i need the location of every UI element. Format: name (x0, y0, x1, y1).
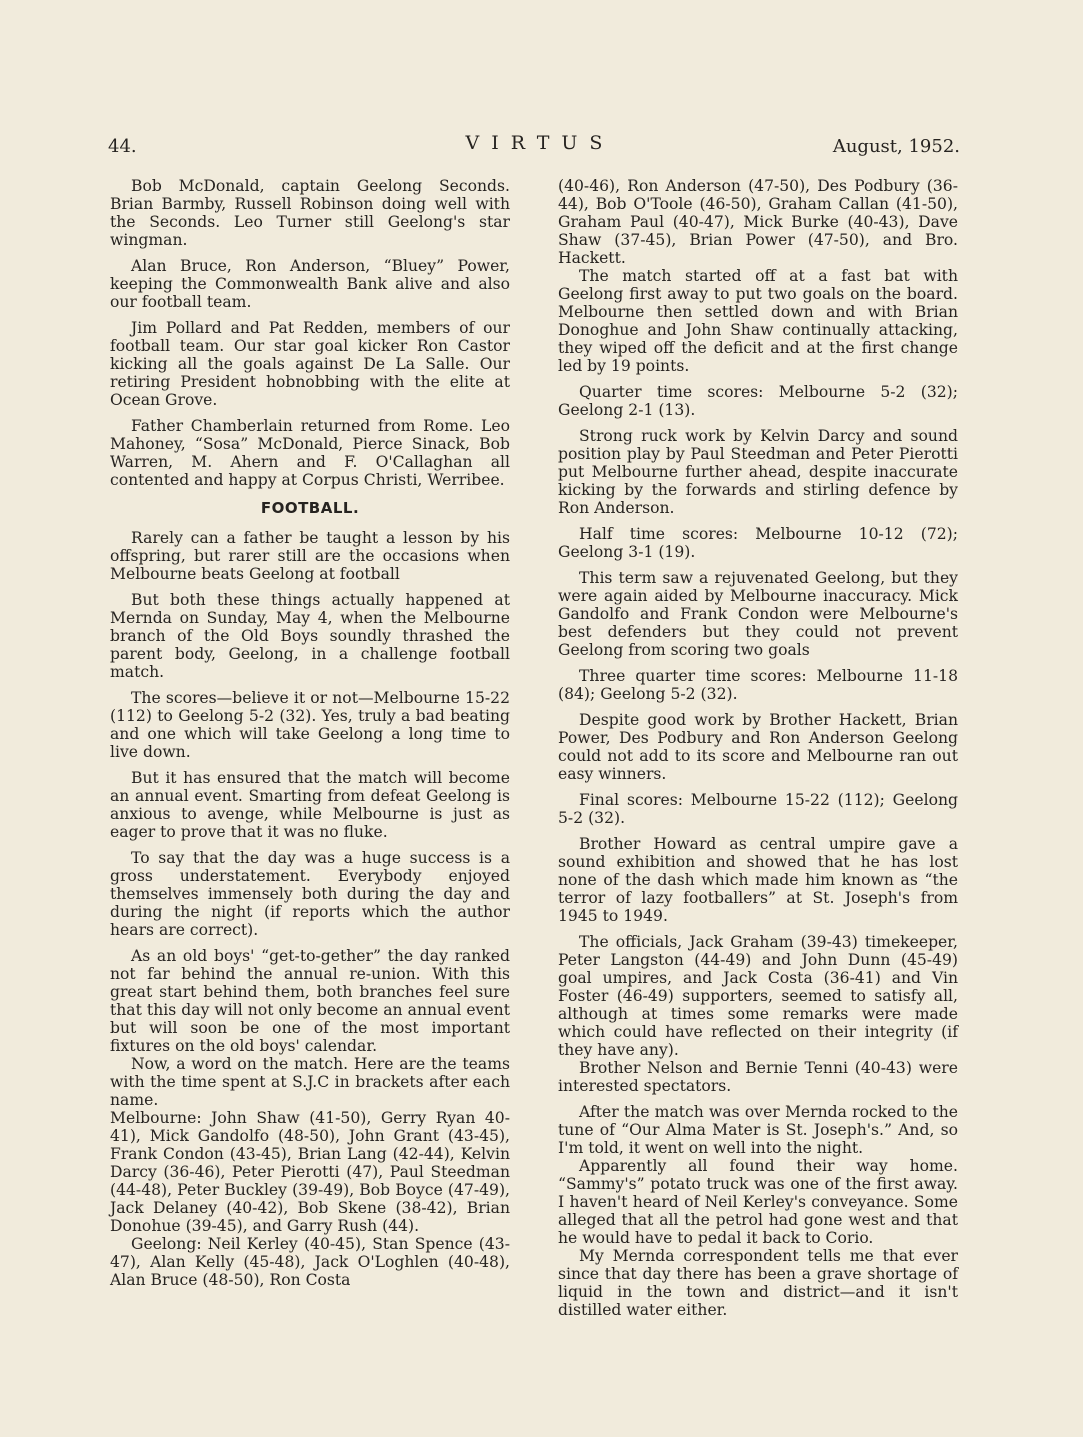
geelong-team-list-continued: (40-46), Ron Anderson (47-50), Des Podbury (36-44), Bob O'Toole (46-50), Graham Callan (41-50), Graham Paul (40-47), Mick Burke (40-43), Dave Shaw (37-45), Brian Power (47-50), and Bro. Hackett. (558, 177, 958, 267)
paragraph: Brother Nelson and Bernie Tenni (40-43) were interested spectators. (558, 1059, 958, 1095)
melbourne-team-list: Melbourne: John Shaw (41-50), Gerry Ryan 40-41), Mick Gandolfo (48-50), John Grant (43-45), Frank Condon (43-45), Brian Lang (42-44), Kelvin Darcy (36-46), Peter Pierotti (47), Paul Steedman (44-48), Peter Buckley (39-49), Bob Boyce (47-49), Jack Delaney (40-42), Bob Skene (38-42), Brian Donohue (39-45), and Garry Rush (44). (110, 1109, 510, 1235)
paragraph: Rarely can a father be taught a lesson by his offspring, but rarer still are the occasions when Melbourne beats Geelong at football (110, 529, 510, 583)
page-number: 44. (108, 136, 137, 157)
paragraph: After the match was over Mernda rocked to the tune of “Our Alma Mater is St. Joseph's.” And, so I'm told, it went on well into the night. (558, 1103, 958, 1157)
paragraph: Strong ruck work by Kelvin Darcy and sound position play by Paul Steedman and Peter Pierotti put Melbourne further ahead, despite inaccurate kicking by the forwards and stirling defence by Ron Anderson. (558, 427, 958, 517)
paragraph: To say that the day was a huge success is a gross understatement. Everybody enjoyed themselves immensely both during the day and during the night (if reports which the author hears are correct). (110, 849, 510, 939)
paragraph: As an old boys' “get-to-gether” the day ranked not far behind the annual re-union. With this great start behind them, both branches feel sure that this day will not only become an annual event but will soon be one of the most important fixtures on the old boys' calendar. (110, 947, 510, 1055)
right-column (558, 177, 958, 1319)
paragraph: Father Chamberlain returned from Rome. Leo Mahoney, “Sosa” McDonald, Pierce Sinack, Bob Warren, M. Ahern and F. O'Callaghan all contented and happy at Corpus Christi, Werribee. (110, 417, 510, 489)
paragraph: Despite good work by Brother Hackett, Brian Power, Des Podbury and Ron Anderson Geelong could not add to its score and Melbourne ran out easy winners. (558, 711, 958, 783)
score-line: Quarter time scores: Melbourne 5-2 (32); Geelong 2-1 (13). (558, 383, 958, 419)
paragraph: Now, a word on the match. Here are the teams with the time spent at S.J.C in brackets after each name. (110, 1055, 510, 1109)
paragraph: The match started off at a fast bat with Geelong first away to put two goals on the board. Melbourne then settled down and with Brian Donoghue and John Shaw continually attacking, they wiped off the deficit and at the first change led by 19 points. (558, 267, 958, 375)
paragraph: The scores—believe it or not—Melbourne 15-22 (112) to Geelong 5-2 (32). Yes, truly a bad beating and one which will take Geelong a long time to live down. (110, 689, 510, 761)
paragraph: The officials, Jack Graham (39-43) timekeeper, Peter Langston (44-49) and John Dunn (45-49) goal umpires, and Jack Costa (36-41) and Vin Foster (46-49) supporters, seemed to satisfy all, although at times some remarks were made which could have reflected on their integrity (if they have any). (558, 933, 958, 1059)
paragraph: My Mernda correspondent tells me that ever since that day there has been a grave shortage of liquid in the town and district—and it isn't distilled water either. (558, 1247, 958, 1319)
geelong-team-list: Geelong: Neil Kerley (40-45), Stan Spence (43-47), Alan Kelly (45-48), Jack O'Loghlen (40-48), Alan Bruce (48-50), Ron Costa (110, 1235, 510, 1289)
paragraph: Bob McDonald, captain Geelong Seconds. Brian Barmby, Russell Robinson doing well with the Seconds. Leo Turner still Geelong's star wingman. (110, 177, 510, 249)
paragraph: Jim Pollard and Pat Redden, members of our football team. Our star goal kicker Ron Castor kicking all the goals against De La Salle. Our retiring President hobnobbing with the elite at Ocean Grove. (110, 319, 510, 409)
score-line: Final scores: Melbourne 15-22 (112); Geelong 5-2 (32). (558, 791, 958, 827)
page-header (108, 132, 960, 162)
publication-title: VIRTUS (465, 132, 615, 154)
paragraph: But it has ensured that the match will become an annual event. Smarting from defeat Geelong is anxious to avenge, while Melbourne is just as eager to prove that it was no fluke. (110, 769, 510, 841)
issue-date: August, 1952. (832, 136, 960, 157)
section-heading: FOOTBALL. (260, 499, 360, 517)
left-column (110, 177, 510, 1289)
score-line: Three quarter time scores: Melbourne 11-18 (84); Geelong 5-2 (32). (558, 667, 958, 703)
paragraph: This term saw a rejuvenated Geelong, but they were again aided by Melbourne inaccuracy. Mick Gandolfo and Frank Condon were Melbourne's best defenders but they could not prevent Geelong from scoring two goals (558, 569, 958, 659)
score-line: Half time scores: Melbourne 10-12 (72); Geelong 3-1 (19). (558, 525, 958, 561)
paragraph: Apparently all found their way home. “Sammy's” potato truck was one of the first away. I haven't heard of Neil Kerley's conveyance. Some alleged that all the petrol had gone west and that he would have to pedal it back to Corio. (558, 1157, 958, 1247)
paragraph: But both these things actually happened at Mernda on Sunday, May 4, when the Melbourne branch of the Old Boys soundly thrashed the parent body, Geelong, in a challenge football match. (110, 591, 510, 681)
paragraph: Alan Bruce, Ron Anderson, “Bluey” Power, keeping the Commonwealth Bank alive and also our football team. (110, 257, 510, 311)
paragraph: Brother Howard as central umpire gave a sound exhibition and showed that he has lost none of the dash which made him known as “the terror of lazy footballers” at St. Joseph's from 1945 to 1949. (558, 835, 958, 925)
